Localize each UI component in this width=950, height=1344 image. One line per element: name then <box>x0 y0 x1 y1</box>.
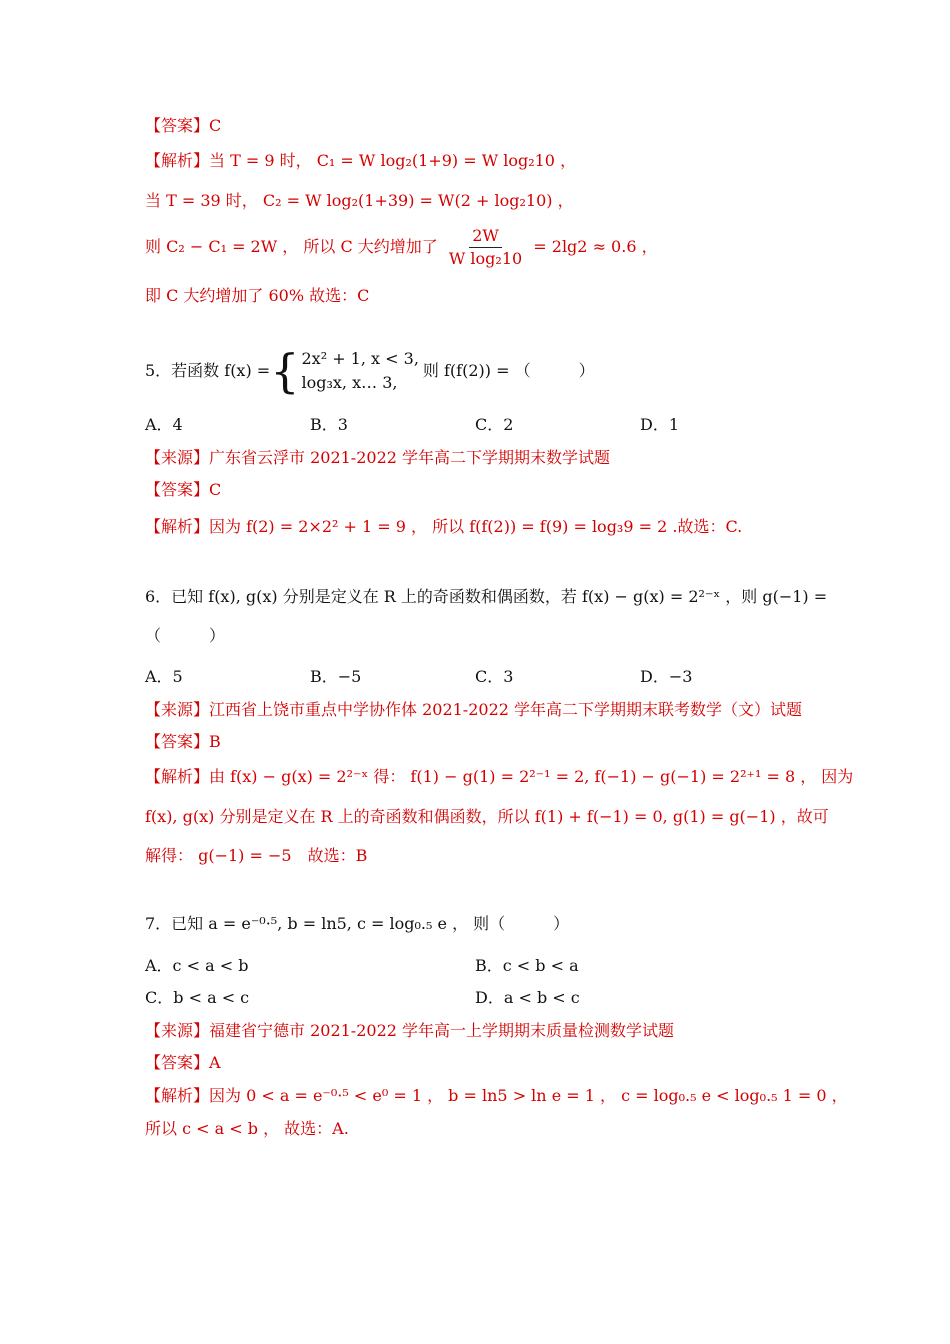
q7-source: 【来源】福建省宁德市 2021-2022 学年高一上学期期末质量检测数学试题 <box>145 1021 675 1040</box>
q5-option-d: D．1 <box>640 415 680 434</box>
q5-stem-prefix: 5．若函数 f(x) = <box>145 361 271 380</box>
q6-solution-line2: f(x), g(x) 分别是定义在 R 上的奇函数和偶函数，所以 f(1) + f(−1) = 0, g(1) = g(−1) ，故可 <box>145 807 829 826</box>
q5-stem-suffix: 则 f(f(2)) = （ ） <box>422 361 595 380</box>
q7-option-c: C．b < a < c <box>145 988 250 1007</box>
q7-option-d: D．a < b < c <box>475 988 580 1007</box>
q6-option-c: C．3 <box>475 667 514 686</box>
q5-solution: 【解析】因为 f(2) = 2×2² + 1 = 9 ， 所以 f(f(2)) = f(9) = log₃9 = 2 .故选：C. <box>145 517 743 536</box>
q7-solution-line2: 所以 c < a < b ， 故选：A. <box>145 1119 349 1138</box>
q4-solution-line3-suffix: = 2lg2 ≈ 0.6 ， <box>533 237 658 256</box>
q7-solution-line1: 【解析】因为 0 < a = e⁻⁰·⁵ < e⁰ = 1 ， b = ln5 > ln e = 1 ， c = log₀.₅ e < log₀.₅ 1 = 0 ， <box>145 1086 848 1105</box>
q6-option-b: B．−5 <box>310 667 362 686</box>
q6-stem-line1: 6．已知 f(x), g(x) 分别是定义在 R 上的奇函数和偶函数，若 f(x) − g(x) = 2²⁻ˣ ，则 g(−1) = <box>145 587 828 606</box>
q6-option-a: A．5 <box>145 667 183 686</box>
q4-solution-line2: 当 T = 39 时， C₂ = W log₂(1+39) = W(2 + log₂10) ， <box>145 191 574 210</box>
q5-case1: 2x² + 1, x < 3, <box>301 349 419 368</box>
q6-source: 【来源】江西省上饶市重点中学协作体 2021-2022 学年高二下学期期末联考数学（文）试题 <box>145 700 803 719</box>
q4-solution-line3-prefix: 则 C₂ − C₁ = 2W ， 所以 C 大约增加了 <box>145 237 438 256</box>
q7-stem: 7．已知 a = e⁻⁰·⁵, b = ln5, c = log₀.₅ e ， 则（ ） <box>145 914 570 933</box>
q4-fraction-numerator: 2W <box>469 226 502 248</box>
q4-solution-line3 <box>145 226 658 269</box>
q5-answer: 【答案】C <box>145 480 222 499</box>
q6-solution-line3: 解得： g(−1) = −5 故选：B <box>145 846 368 865</box>
q7-option-a: A．c < a < b <box>145 956 249 975</box>
q4-solution-line1: 【解析】当 T = 9 时， C₁ = W log₂(1+9) = W log₂10 ， <box>145 151 577 170</box>
q5-cases <box>301 347 418 395</box>
q7-answer: 【答案】A <box>145 1053 221 1072</box>
q5-stem <box>145 344 595 398</box>
q6-stem-line2: （ ） <box>145 626 226 645</box>
q7-option-b: B．c < b < a <box>475 956 579 975</box>
q5-source: 【来源】广东省云浮市 2021-2022 学年高二下学期期末数学试题 <box>145 448 611 467</box>
q5-option-b: B．3 <box>310 415 348 434</box>
q4-solution-line4: 即 C 大约增加了 60% 故选：C <box>145 286 370 305</box>
q4-fraction-denominator: W log₂10 <box>448 249 523 268</box>
q6-answer: 【答案】B <box>145 732 221 751</box>
q6-solution-line1: 【解析】由 f(x) − g(x) = 2²⁻ˣ 得： f(1) − g(1) = 2²⁻¹ = 2, f(−1) − g(−1) = 2²⁺¹ = 8 ， 因为 <box>145 767 854 786</box>
q5-brace: { <box>270 344 300 398</box>
q4-answer: 【答案】C <box>145 116 222 135</box>
q6-option-d: D．−3 <box>640 667 693 686</box>
q5-option-a: A．4 <box>145 415 183 434</box>
q5-option-c: C．2 <box>475 415 514 434</box>
q5-case2: log₃x, x… 3, <box>301 373 398 392</box>
q4-fraction <box>446 226 525 269</box>
